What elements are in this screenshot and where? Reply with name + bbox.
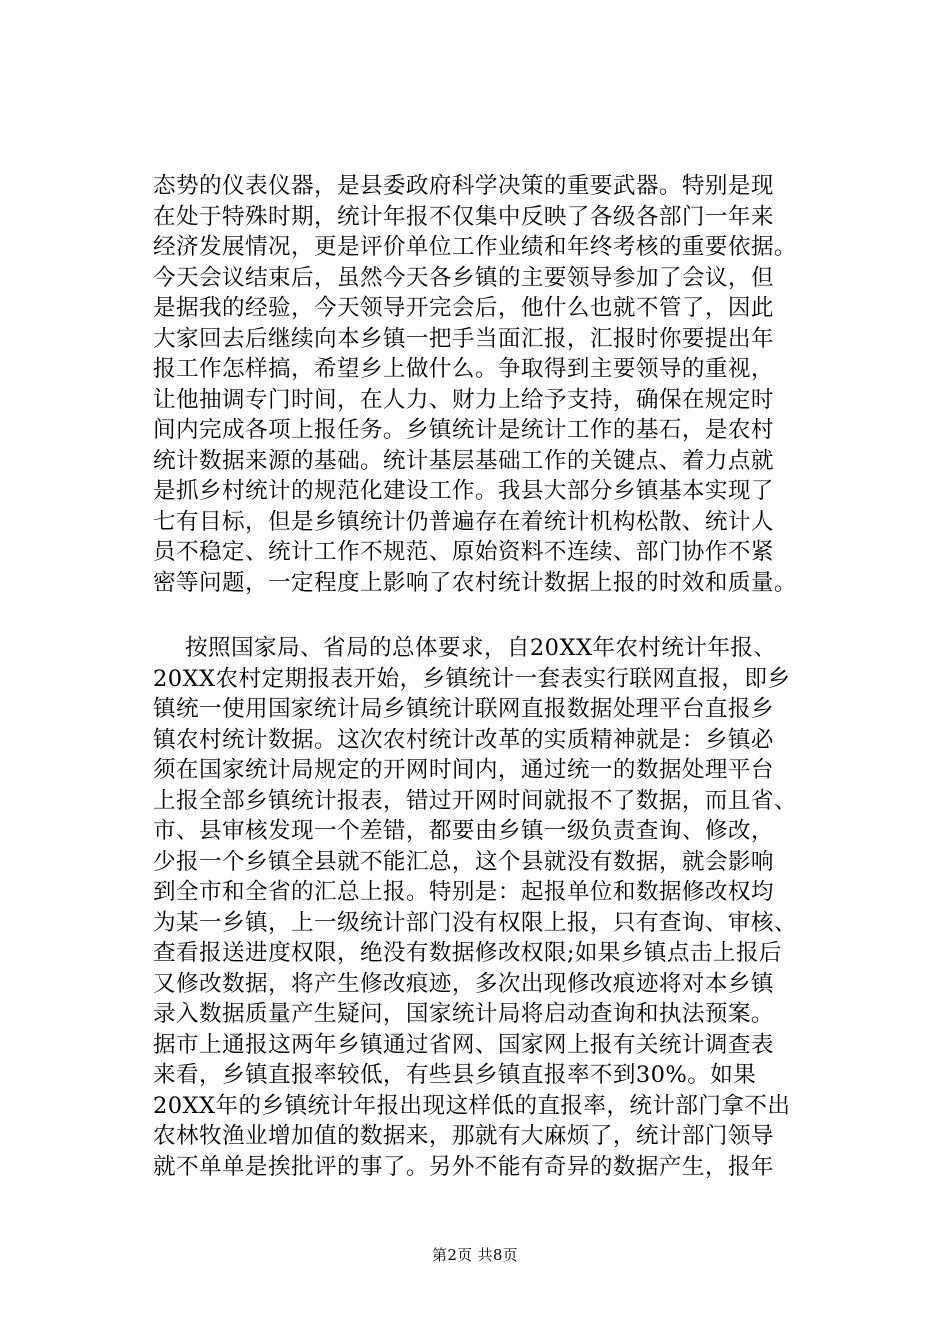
text-line: 是据我的经验，今天领导开完会后，他什么也就不管了，因此: [153, 295, 774, 321]
text-line: 在处于特殊时期，统计年报不仅集中反映了各级各部门一年来: [153, 203, 774, 230]
text-line: 统计数据来源的基础。统计基层基础工作的关键点、着力点就: [153, 447, 774, 474]
text-line: 农林牧渔业增加值的数据来，那就有大麻烦了，统计部门领导: [153, 1123, 774, 1149]
text-line: 到全市和全省的汇总上报。特别是：起报单位和数据修改权均: [153, 879, 774, 905]
text-line: 经济发展情况，更是评价单位工作业绩和年终考核的重要依据。: [153, 234, 797, 260]
text-line: 为某一乡镇，上一级统计部门没有权限上报，只有查询、审核、: [153, 909, 797, 936]
text-line: 少报一个乡镇全县就不能汇总，这个县就没有数据，就会影响: [153, 848, 774, 875]
text-line: 来看，乡镇直报率较低，有些县乡镇直报率不到30%。如果: [153, 1062, 757, 1088]
text-line: 今天会议结束后，虽然今天各乡镇的主要领导参加了会议，但: [153, 264, 774, 291]
text-line: 按照国家局、省局的总体要求，自20XX年农村统计年报、: [185, 635, 777, 661]
text-line: 镇农村统计数据。这次农村统计改革的实质精神就是：乡镇必: [153, 726, 774, 753]
text-line: 录入数据质量产生疑问，国家统计局将启动查询和执法预案。: [153, 1001, 774, 1027]
text-line: 就不单单是挨批评的事了。另外不能有奇异的数据产生，报年: [153, 1153, 774, 1180]
text-line: 又修改数据，将产生修改痕迹，多次出现修改痕迹将对本乡镇: [153, 970, 774, 997]
text-line: 态势的仪表仪器，是县委政府科学决策的重要武器。特别是现: [153, 173, 774, 199]
text-line: 20XX年的乡镇统计年报出现这样低的直报率，统计部门拿不出: [153, 1092, 791, 1119]
text-line: 七有目标，但是乡镇统计仍普遍存在着统计机构松散、统计人: [153, 508, 774, 535]
text-line: 间内完成各项上报任务。乡镇统计是统计工作的基石，是农村: [153, 417, 774, 443]
text-line: 查看报送进度权限，绝没有数据修改权限;如果乡镇点击上报后: [153, 940, 782, 966]
page-footer: [0, 1245, 950, 1265]
text-line: 报工作怎样搞，希望乡上做什么。争取得到主要领导的重视，: [153, 356, 774, 382]
text-line: 20XX农村定期报表开始，乡镇统计一套表实行联网直报，即乡: [153, 665, 791, 692]
text-line: 据市上通报这两年乡镇通过省网、国家网上报有关统计调查表: [153, 1031, 774, 1058]
text-line: 让他抽调专门时间，在人力、财力上给予支持，确保在规定时: [153, 386, 774, 413]
text-line: 员不稳定、统计工作不规范、原始资料不连续、部门协作不紧: [153, 539, 774, 565]
paragraph-1: [153, 171, 853, 598]
text-line: 密等问题，一定程度上影响了农村统计数据上报的时效和质量。: [153, 569, 797, 596]
text-line: 上报全部乡镇统计报表，错过开网时间就报不了数据，而且省、: [153, 787, 797, 814]
text-line: 市、县审核发现一个差错，都要由乡镇一级负责查询、修改，: [153, 818, 774, 844]
text-line: 大家回去后继续向本乡镇一把手当面汇报，汇报时你要提出年: [153, 325, 774, 352]
text-line: 须在国家统计局规定的开网时间内，通过统一的数据处理平台: [153, 757, 774, 783]
paragraph-2: [153, 633, 853, 1182]
text-line: 镇统一使用国家统计局乡镇统计联网直报数据处理平台直报乡: [153, 696, 774, 722]
page-number-label: 第2页 共8页: [432, 1246, 518, 1264]
text-line: 是抓乡村统计的规范化建设工作。我县大部分乡镇基本实现了: [153, 478, 774, 504]
